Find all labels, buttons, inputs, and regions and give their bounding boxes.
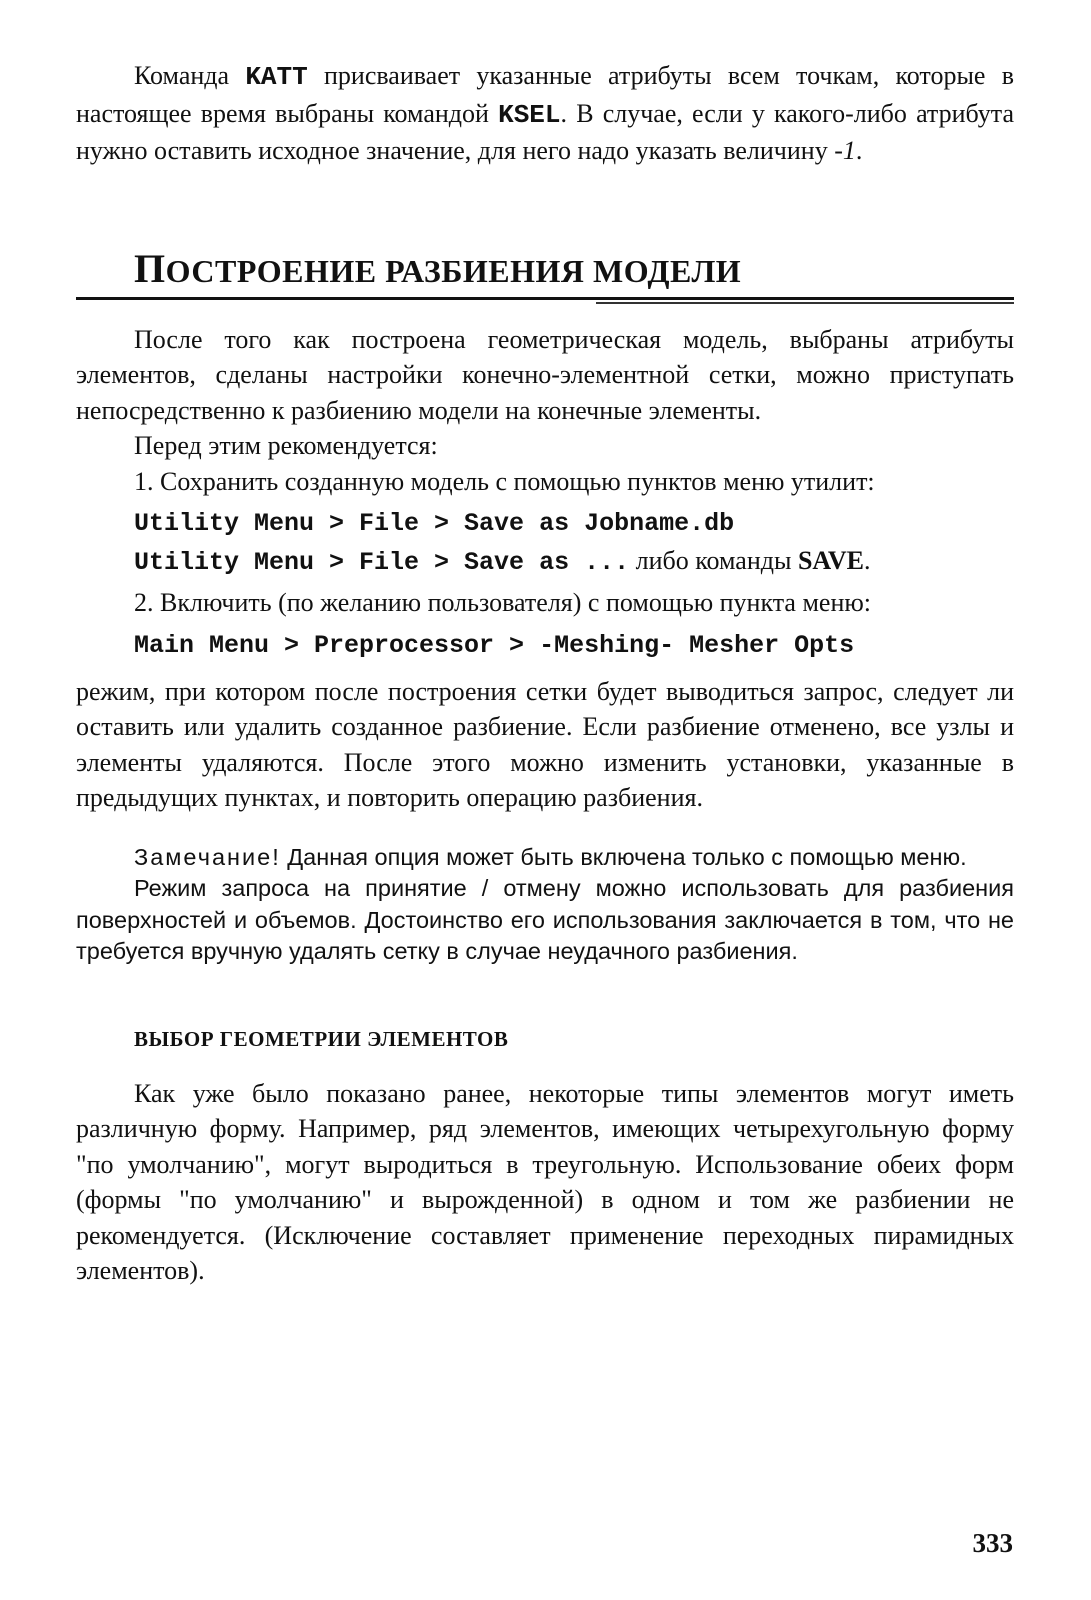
note-paragraph-1: Замечание! Данная опция может быть включена только с помощью меню. (134, 843, 967, 870)
chapter-paragraph-1: После того как построена геометрическая модель, выбраны атрибуты элементов, сделаны настройки конечно-элементной сетки, можно приступать непосредственно к разбиению модели на конечные элементы. (76, 324, 1014, 425)
menu-path-mesher-opts: Main Menu > Preprocessor > -Meshing- Mesher Opts (134, 630, 855, 660)
intro-paragraph: Команда KATT присваивает указанные атрибуты всем точкам, которые в настоящее время выбраны командой KSEL. В случае, если у какого-либо атрибута нужно оставить исходное значение, для него надо указать величину -1. (76, 61, 1014, 165)
chapter-paragraph-2: Перед этим рекомендуется: (134, 431, 438, 460)
page-content (76, 58, 1014, 1289)
note-label: Замечание! (134, 843, 281, 870)
menu-path-save-jobname: Utility Menu > File > Save as Jobname.db (134, 509, 735, 538)
value-minus-one: -1 (834, 136, 856, 165)
title-rule-thin (596, 302, 1014, 304)
step-1: 1. Сохранить созданную модель с помощью пунктов меню утилит: (134, 466, 875, 496)
menu-path-save-as: Utility Menu > File > Save as ... либо команды SAVE. (134, 546, 871, 577)
command-katt: KATT (245, 62, 308, 92)
command-ksel: KSEL (498, 99, 561, 130)
chapter-title: ПОСТРОЕНИЕ РАЗБИЕНИЯ МОДЕЛИ (134, 245, 742, 291)
section-paragraph-1: Как уже было показано ранее, некоторые типы элементов могут иметь различную форму. Например, ряд элементов, имеющих четырехугольную форму "по умолчанию", могут выродиться в треугольную. Использование обеих форм (формы "по умолчанию" и вырожденной) в одном и том же разбиении не рекомендуется. (Исключение составляет применение переходных пирамидных элементов). (76, 1078, 1014, 1285)
command-save: SAVE (797, 546, 864, 575)
title-rule-thick (76, 297, 1014, 300)
section-title: ВЫБОР ГЕОМЕТРИИ ЭЛЕМЕНТОВ (134, 1026, 509, 1051)
page-number: 333 (972, 1528, 1013, 1558)
step-2: 2. Включить (по желанию пользователя) с помощью пункта меню: (134, 588, 872, 617)
note-paragraph-2: Режим запроса на принятие / отмену можно использовать для разбиения поверхностей и объемов. Достоинство его использования заключается в том, что не требуется вручную удалять сетку в случае неудачного разбиения. (76, 875, 1014, 964)
chapter-paragraph-3: режим, при котором после построения сетки будет выводиться запрос, следует ли оставить или удалить созданное разбиение. Если разбиение отменено, все узлы и элементы удаляются. После этого можно изменить установки, указанные в предыдущих пунктах, и повторить операцию разбиения. (76, 676, 1014, 812)
note-block (76, 842, 1014, 968)
